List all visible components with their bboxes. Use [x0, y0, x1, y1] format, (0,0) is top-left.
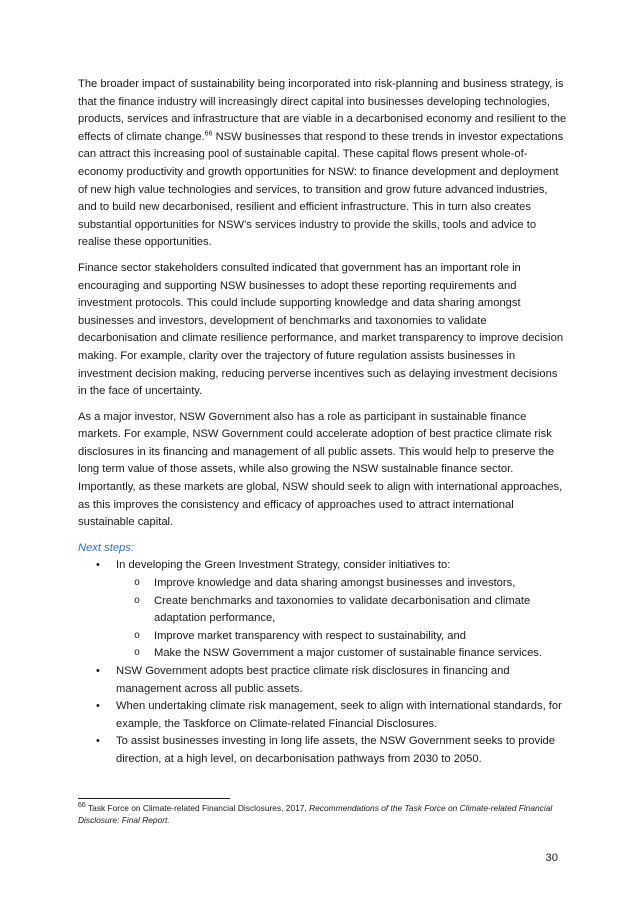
- bullet-icon: •: [96, 735, 100, 748]
- sub-bullet-icon: o: [134, 630, 141, 642]
- initiative-text: Make the NSW Government a major customer of sustainable finance services.: [154, 647, 542, 660]
- next-step-text: In developing the Green Investment Strategy, consider initiatives to:: [116, 559, 451, 572]
- sub-bullet-icon: o: [134, 648, 141, 660]
- paragraph-1-text-a: The broader impact of sustainability being incorporated into risk-planning and business strategy, is that the finance industry will increasingly direct capital into businesses developing technologies, products, services and infrastructure that are viable in a decarbonised economy and resilient to the effects of climate change.: [78, 78, 567, 143]
- bullet-icon: •: [96, 700, 100, 713]
- initiative-text: Improve knowledge and data sharing amongst businesses and investors,: [154, 577, 516, 590]
- next-step-text: NSW Government adopts best practice climate risk disclosures in financing and management across all public assets.: [116, 665, 510, 695]
- sub-bullet-icon: o: [134, 578, 141, 590]
- next-step-text: To assist businesses investing in long life assets, the NSW Government seeks to provide direction, at a high level, on decarbonisation pathways from 2030 to 2050.: [116, 735, 556, 765]
- sub-bullet-icon: o: [134, 595, 141, 607]
- paragraph-3: As a major investor, NSW Government also has a role as participant in sustainable finance markets. For example, NSW Government could accelerate adoption of best practice climate risk disclosures in its financing and management of all public assets. This would help to preserve the long term value of those assets, while also growing the NSW sustainable finance sector. Importantly, as these markets are global, NSW should seek to align with international approaches, as this improves the consistency and efficacy of approaches used to attract international sustainable capital.: [78, 410, 563, 529]
- footnote-prefix: Task Force on Climate-related Financial Disclosures, 2017,: [85, 803, 310, 813]
- initiative-text: Create benchmarks and taxonomies to validate decarbonisation and climate adaptation performance,: [154, 594, 531, 625]
- paragraph-2: Finance sector stakeholders consulted indicated that government has an important role in encouraging and supporting NSW businesses to adopt these reporting requirements and investment protocols. This could include supporting knowledge and data sharing amongst businesses and investors, development of benchmarks and taxonomies to validate decarbonisation and climate resilience performance, and market transparency to improve decision making. For example, clarity over the trajectory of future regulation assists businesses in investment decision making, reducing perverse incentives such as delaying investment decisions in the face of uncertainty.: [78, 261, 564, 398]
- next-step-item-4: [78, 733, 568, 768]
- next-step-item-2: [78, 663, 568, 698]
- initiatives-sublist: [116, 575, 568, 663]
- footnote-66: [78, 802, 558, 826]
- initiative-item-1: [116, 575, 568, 593]
- page-body: [78, 76, 568, 769]
- paragraph-1-text-b: NSW businesses that respond to these trends in investor expectations can attract this increasing pool of sustainable capital. These capital flows present whole-of-economy productivity and growth opportunities for NSW: to finance development and deployment of new high value technologies and services, to transition and grow future advanced industries, and to build new decarbonised, resilient and efficient infrastructure. This in turn also creates substantial opportunities for NSW’s services industry to provide the skills, tools and advice to realise these opportunities.: [78, 130, 564, 249]
- next-step-text: When undertaking climate risk management, seek to align with international standards, for example, the Taskforce on Climate-related Financial Disclosures.: [116, 700, 562, 730]
- bullet-icon: •: [96, 559, 100, 572]
- next-steps-list: [78, 557, 568, 768]
- paragraph-1: [78, 76, 568, 252]
- initiative-item-2: [116, 593, 568, 628]
- footnote-report-title: Recommendations of the Task Force on Climate-related Financial Disclosure: Final Report.: [78, 803, 553, 825]
- next-step-item-3: [78, 698, 568, 733]
- initiative-item-3: [116, 628, 568, 646]
- initiative-item-4: [116, 645, 568, 663]
- initiative-text: Improve market transparency with respect to sustainability, and: [154, 629, 466, 642]
- footnote-divider: [78, 798, 230, 799]
- footnote-number: 66: [78, 802, 86, 810]
- page-number: 30: [545, 852, 558, 864]
- next-steps-heading: Next steps:: [78, 541, 134, 554]
- footnote-ref-66[interactable]: 66: [204, 130, 213, 138]
- next-step-item-1: [78, 557, 568, 663]
- bullet-icon: •: [96, 665, 100, 677]
